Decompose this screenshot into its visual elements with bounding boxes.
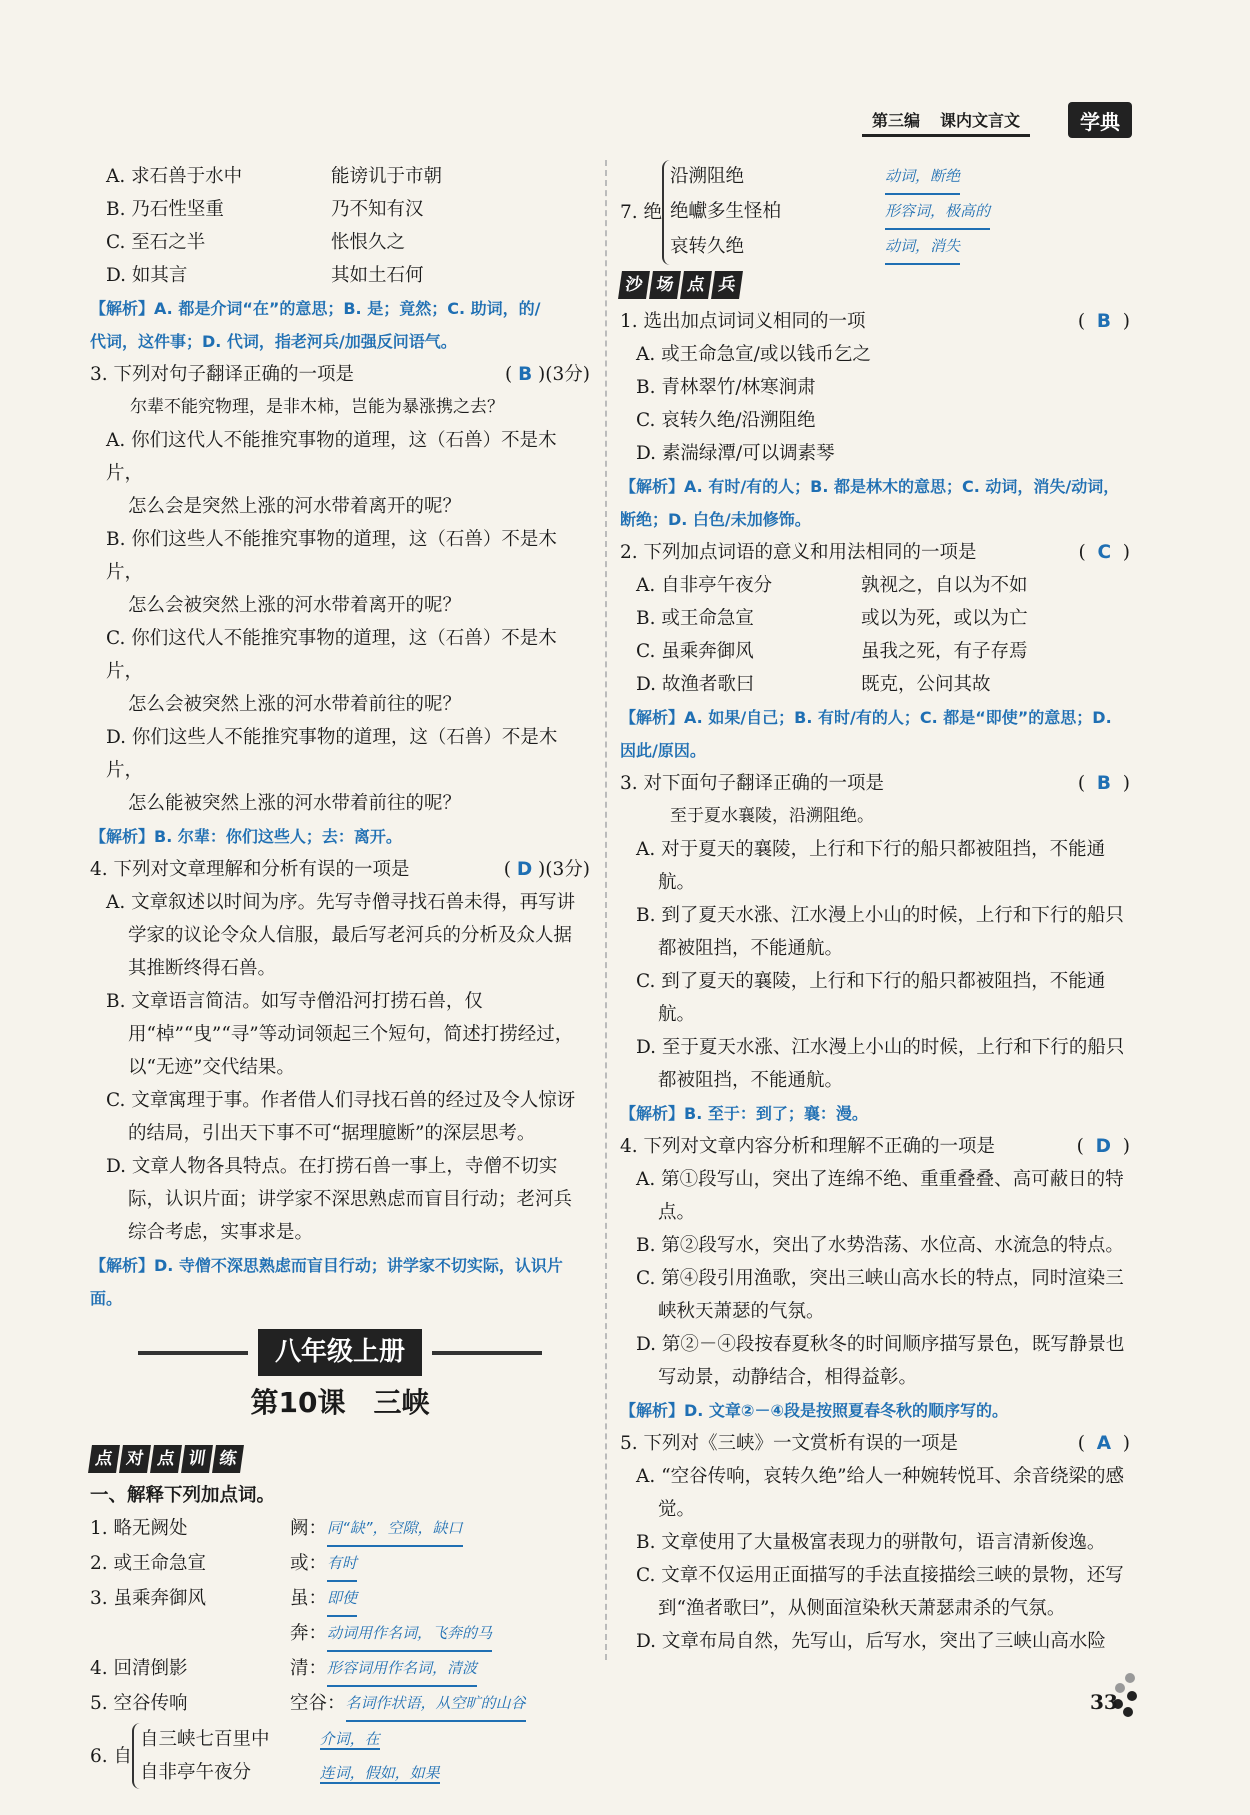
r2-option-left: A. 自非亭午夜分	[636, 575, 773, 596]
r3-analysis: 【解析】B. 至于：到了；襄：漫。	[620, 1104, 868, 1123]
word-row	[90, 1547, 590, 1582]
word-answer: 有时	[327, 1547, 357, 1582]
option-a-right: 能谤讥于市朝	[331, 166, 443, 187]
question-3: 3. 下列对句子翻译正确的一项是 ( B )(3分)	[90, 358, 590, 391]
q3-option-a: A. 你们这代人不能推究事物的道理，这（石兽）不是木片，	[106, 430, 557, 484]
q7-item: 绝巘多生怪柏	[670, 201, 782, 222]
answer-4: D	[516, 859, 533, 880]
r5-option-d: D. 文章布局自然，先写山，后写水，突出了三峡山高水险	[636, 1631, 1106, 1652]
lesson-title: 第10课 三峡	[250, 1386, 430, 1419]
r-question-2: 2. 下列加点词语的意义和用法相同的一项是 ( C )	[620, 536, 1130, 569]
r2-row	[620, 569, 1130, 602]
box-char: 兵	[711, 271, 743, 299]
r2-option-right: 孰视之，自以为不如	[861, 575, 1028, 596]
category-label: 课内文言文	[940, 110, 1021, 130]
box-char: 点	[88, 1445, 120, 1473]
word-answer: 动词用作名词，飞奔的马	[327, 1617, 492, 1652]
option-c-left: C. 至石之半	[106, 232, 206, 253]
word-question: 3. 虽乘奔御风	[90, 1588, 207, 1609]
word-row	[90, 1617, 590, 1652]
word-question: 2. 或王命急宣	[90, 1553, 207, 1574]
r-question-4: 4. 下列对文章内容分析和理解不正确的一项是 ( D )	[620, 1130, 1130, 1163]
r2-option-left: D. 故渔者歌曰	[636, 674, 755, 695]
q6-row	[90, 1722, 590, 1790]
q3-option-c-cont: 怎么会被突然上涨的河水带着前往的呢？	[128, 694, 462, 715]
r-question-5: 5. 下列对《三峡》一文赏析有误的一项是 ( A )	[620, 1427, 1130, 1460]
r4-option-c: C. 第④段引用渔歌，突出三峡山高水长的特点，同时渲染三峡秋天萧瑟的气氛。	[636, 1268, 1124, 1322]
word-row	[90, 1582, 590, 1617]
r3-option-d: D. 至于夏天水涨、江水漫上小山的时候，上行和下行的船只都被阻挡，不能通航。	[636, 1037, 1125, 1091]
word-key: 空谷：	[290, 1693, 346, 1714]
page-number: 33	[1090, 1690, 1118, 1714]
word-answer: 即使	[327, 1582, 357, 1617]
q4-option-a: A. 文章叙述以时间为序。先写寺僧寻找石兽未得，再写讲学家的议论令众人信服，最后写老河兵的分析及众人据其推断终得石兽。	[106, 892, 576, 979]
question-3-text: 3. 下列对句子翻译正确的一项是	[90, 364, 355, 385]
banner-bar-right	[432, 1351, 542, 1355]
box-char: 沙	[618, 271, 650, 299]
q7-label: 7. 绝	[620, 202, 663, 223]
r2-text: 2. 下列加点词语的意义和用法相同的一项是	[620, 542, 977, 563]
q3-option-a-cont: 怎么会是突然上涨的河水带着离开的呢？	[128, 496, 462, 517]
quote-3: 尔辈不能究物理，是非木柿，岂能为暴涨携之去？	[130, 397, 504, 417]
r2-option-right: 或以为死，或以为亡	[861, 608, 1028, 629]
box-char: 场	[649, 271, 681, 299]
section-box-drill	[620, 271, 741, 299]
r3-quote: 至于夏水襄陵，沿溯阻绝。	[670, 806, 874, 826]
q6-answer-b: 连词，假如，如果	[319, 1764, 440, 1782]
q6-answer-a: 介词，在	[319, 1730, 380, 1748]
word-question: 1. 略无阙处	[90, 1518, 188, 1539]
banner-bar-left	[138, 1351, 248, 1355]
r2-option-left: B. 或王命急宣	[636, 608, 754, 629]
r5-option-c: C. 文章不仅运用正面描写的手法直接描绘三峡的景物，还写到“渔者歌曰”，从侧面渲染秋天萧瑟肃杀的气氛。	[636, 1565, 1124, 1619]
q3-option-c: C. 你们这代人不能推究事物的道理，这（石兽）不是木片，	[106, 628, 557, 682]
option-b-right: 乃不知有汉	[331, 199, 424, 220]
r1-option-d: D. 素湍绿潭/可以调素琴	[636, 443, 835, 464]
r2-row	[620, 602, 1130, 635]
q3-option-b: B. 你们这些人不能推究事物的道理，这（石兽）不是木片，	[106, 529, 557, 583]
word-answer: 形容词用作名词，清波	[327, 1652, 477, 1687]
column-divider	[605, 160, 607, 1660]
q7-item: 哀转久绝	[670, 236, 745, 257]
analysis-3: 【解析】B. 尔辈：你们这些人；去：离开。	[90, 827, 402, 846]
r2-option-right: 虽我之死，有子存焉	[861, 641, 1028, 662]
q7-answer: 动词，消失	[885, 230, 960, 265]
q4-option-c: C. 文章寓理于事。作者借人们寻找石兽的经过及令人惊讶的结局，引出天下事不可“据理臆断”的深层思考。	[106, 1090, 576, 1144]
r2-option-right: 既克，公问其故	[861, 674, 991, 695]
q7-answer: 动词，断绝	[885, 160, 960, 195]
q3-option-b-cont: 怎么会被突然上涨的河水带着离开的呢？	[128, 595, 462, 616]
r3-text: 3. 对下面句子翻译正确的一项是	[620, 773, 885, 794]
r4-option-a: A. 第①段写山，突出了连绵不绝、重重叠叠、高可蔽日的特点。	[636, 1169, 1124, 1223]
r5-text: 5. 下列对《三峡》一文赏析有误的一项是	[620, 1433, 959, 1454]
q3-option-d-cont: 怎么能被突然上涨的河水带着前往的呢？	[128, 793, 462, 814]
word-question: 5. 空谷传响	[90, 1693, 188, 1714]
word-key: 阙：	[290, 1518, 328, 1539]
q7-answer: 形容词，极高的	[885, 195, 990, 230]
q6-brace	[132, 1723, 270, 1789]
q7-brace	[662, 160, 990, 265]
box-char: 对	[119, 1445, 151, 1473]
section-header	[862, 104, 1030, 137]
box-char: 练	[212, 1445, 244, 1473]
box-char: 训	[181, 1445, 213, 1473]
option-c-right: 怅恨久之	[331, 232, 406, 253]
q4-option-b: B. 文章语言简洁。如写寺僧沿河打捞石兽，仅用“棹”“曳”“寻”等动词领起三个短句，简述打捞经过，以“无迹”交代结果。	[106, 991, 574, 1078]
word-question: 4. 回清倒影	[90, 1658, 188, 1679]
r4-option-b: B. 第②段写水，突出了水势浩荡、水位高、水流急的特点。	[636, 1235, 1124, 1256]
r2-option-left: C. 虽乘奔御风	[636, 641, 754, 662]
r1-option-c: C. 哀转久绝/沿溯阻绝	[636, 410, 816, 431]
grade-banner	[90, 1329, 590, 1376]
word-question	[90, 1617, 290, 1652]
answer-3: B	[518, 364, 533, 385]
r1-option-a: A. 或王命急宣/或以钱币乞之	[636, 344, 871, 365]
r3-option-b: B. 到了夏天水涨、江水漫上小山的时候，上行和下行的船只都被阻挡，不能通航。	[636, 905, 1124, 959]
box-char: 点	[680, 271, 712, 299]
word-key: 虽：	[290, 1588, 328, 1609]
question-4-text: 4. 下列对文章理解和分析有误的一项是	[90, 859, 410, 880]
analysis-4: 【解析】D. 寺僧不深思熟虑而盲目行动；讲学家不切实际，认识片面。	[90, 1256, 563, 1308]
r1-text: 1. 选出加点词词义相同的一项	[620, 311, 866, 332]
word-key: 或：	[290, 1553, 328, 1574]
left-column	[90, 160, 590, 1790]
r2-analysis: 【解析】A. 如果/自己；B. 有时/有的人；C. 都是“即使”的意思；D. 因此/原因。	[620, 708, 1112, 760]
r3-option-a: A. 对于夏天的襄陵，上行和下行的船只都被阻挡，不能通航。	[636, 839, 1106, 893]
q7-row	[620, 160, 1130, 265]
r1-analysis: 【解析】A. 有时/有的人；B. 都是林木的意思；C. 动词，消失/动词，断绝；D. 白色/未加修饰。	[620, 477, 1120, 529]
r3-option-c: C. 到了夏天的襄陵，上行和下行的船只都被阻挡，不能通航。	[636, 971, 1106, 1025]
score-4: (3分)	[545, 859, 590, 880]
option-row	[90, 160, 590, 193]
r-question-3: 3. 对下面句子翻译正确的一项是 ( B )	[620, 767, 1130, 800]
option-a-left: A. 求石兽于水中	[106, 166, 243, 187]
analysis-2a: 【解析】A. 都是介词“在”的意思；B. 是；竟然；C. 助词，的/	[90, 299, 541, 318]
right-column	[620, 160, 1130, 1658]
r-question-1: 1. 选出加点词词义相同的一项 ( B )	[620, 305, 1130, 338]
r1-answer: B	[1096, 311, 1112, 332]
r2-row	[620, 635, 1130, 668]
r4-analysis: 【解析】D. 文章②－④段是按照夏春冬秋的顺序写的。	[620, 1401, 1009, 1420]
r2-row	[620, 668, 1130, 701]
word-answer: 同“缺”，空隙，缺口	[327, 1512, 463, 1547]
r4-answer: D	[1095, 1136, 1112, 1157]
section-1-heading: 一、解释下列加点词。	[90, 1485, 276, 1506]
word-key: 清：	[290, 1658, 328, 1679]
question-4: 4. 下列对文章理解和分析有误的一项是 ( D )(3分)	[90, 853, 590, 886]
q3-option-d: D. 你们这些人不能推究事物的道理，这（石兽）不是木片，	[106, 727, 558, 781]
option-b-left: B. 乃石性坚重	[106, 199, 224, 220]
r4-option-d: D. 第②－④段按春夏秋冬的时间顺序描写景色，既写静景也写动景，动静结合，相得益彰。	[636, 1334, 1125, 1388]
q6-label: 6. 自	[90, 1745, 133, 1767]
option-d-left: D. 如其言	[106, 265, 188, 286]
q6-item-b: 自非亭午夜分	[140, 1762, 252, 1783]
option-d-right: 其如土石何	[331, 265, 424, 286]
r5-answer: A	[1096, 1433, 1112, 1454]
r5-option-a: A. “空谷传响，哀转久绝”给人一种婉转悦耳、余音绕梁的感觉。	[636, 1466, 1125, 1520]
word-key: 奔：	[290, 1623, 328, 1644]
r5-option-b: B. 文章使用了大量极富表现力的骈散句，语言清新俊逸。	[636, 1532, 1106, 1553]
score-3: (3分)	[545, 364, 590, 385]
option-row	[90, 259, 590, 292]
r2-answer: C	[1097, 542, 1112, 563]
word-answer: 名词作状语，从空旷的山谷	[346, 1687, 526, 1722]
word-row	[90, 1687, 590, 1722]
section-label: 第三编	[872, 110, 921, 130]
word-row	[90, 1512, 590, 1547]
r1-option-b: B. 青林翠竹/林寒涧肃	[636, 377, 816, 398]
grade-label: 八年级上册	[258, 1329, 422, 1376]
r4-text: 4. 下列对文章内容分析和理解不正确的一项是	[620, 1136, 996, 1157]
option-row	[90, 193, 590, 226]
word-row	[90, 1652, 590, 1687]
option-row	[90, 226, 590, 259]
r3-answer: B	[1096, 773, 1112, 794]
q7-item: 沿溯阻绝	[670, 166, 745, 187]
box-char: 点	[150, 1445, 182, 1473]
q6-item-a: 自三峡七百里中	[140, 1729, 270, 1750]
section-box-practice	[90, 1445, 242, 1473]
q4-option-d: D. 文章人物各具特点。在打捞石兽一事上，寺僧不切实际，认识片面；讲学家不深思熟虑而盲目行动；老河兵综合考虑，实事求是。	[106, 1156, 573, 1243]
analysis-2b: 代词，这件事；D. 代词，指老河兵/加强反问语气。	[90, 332, 457, 351]
brand-logo: 学典	[1068, 102, 1132, 138]
